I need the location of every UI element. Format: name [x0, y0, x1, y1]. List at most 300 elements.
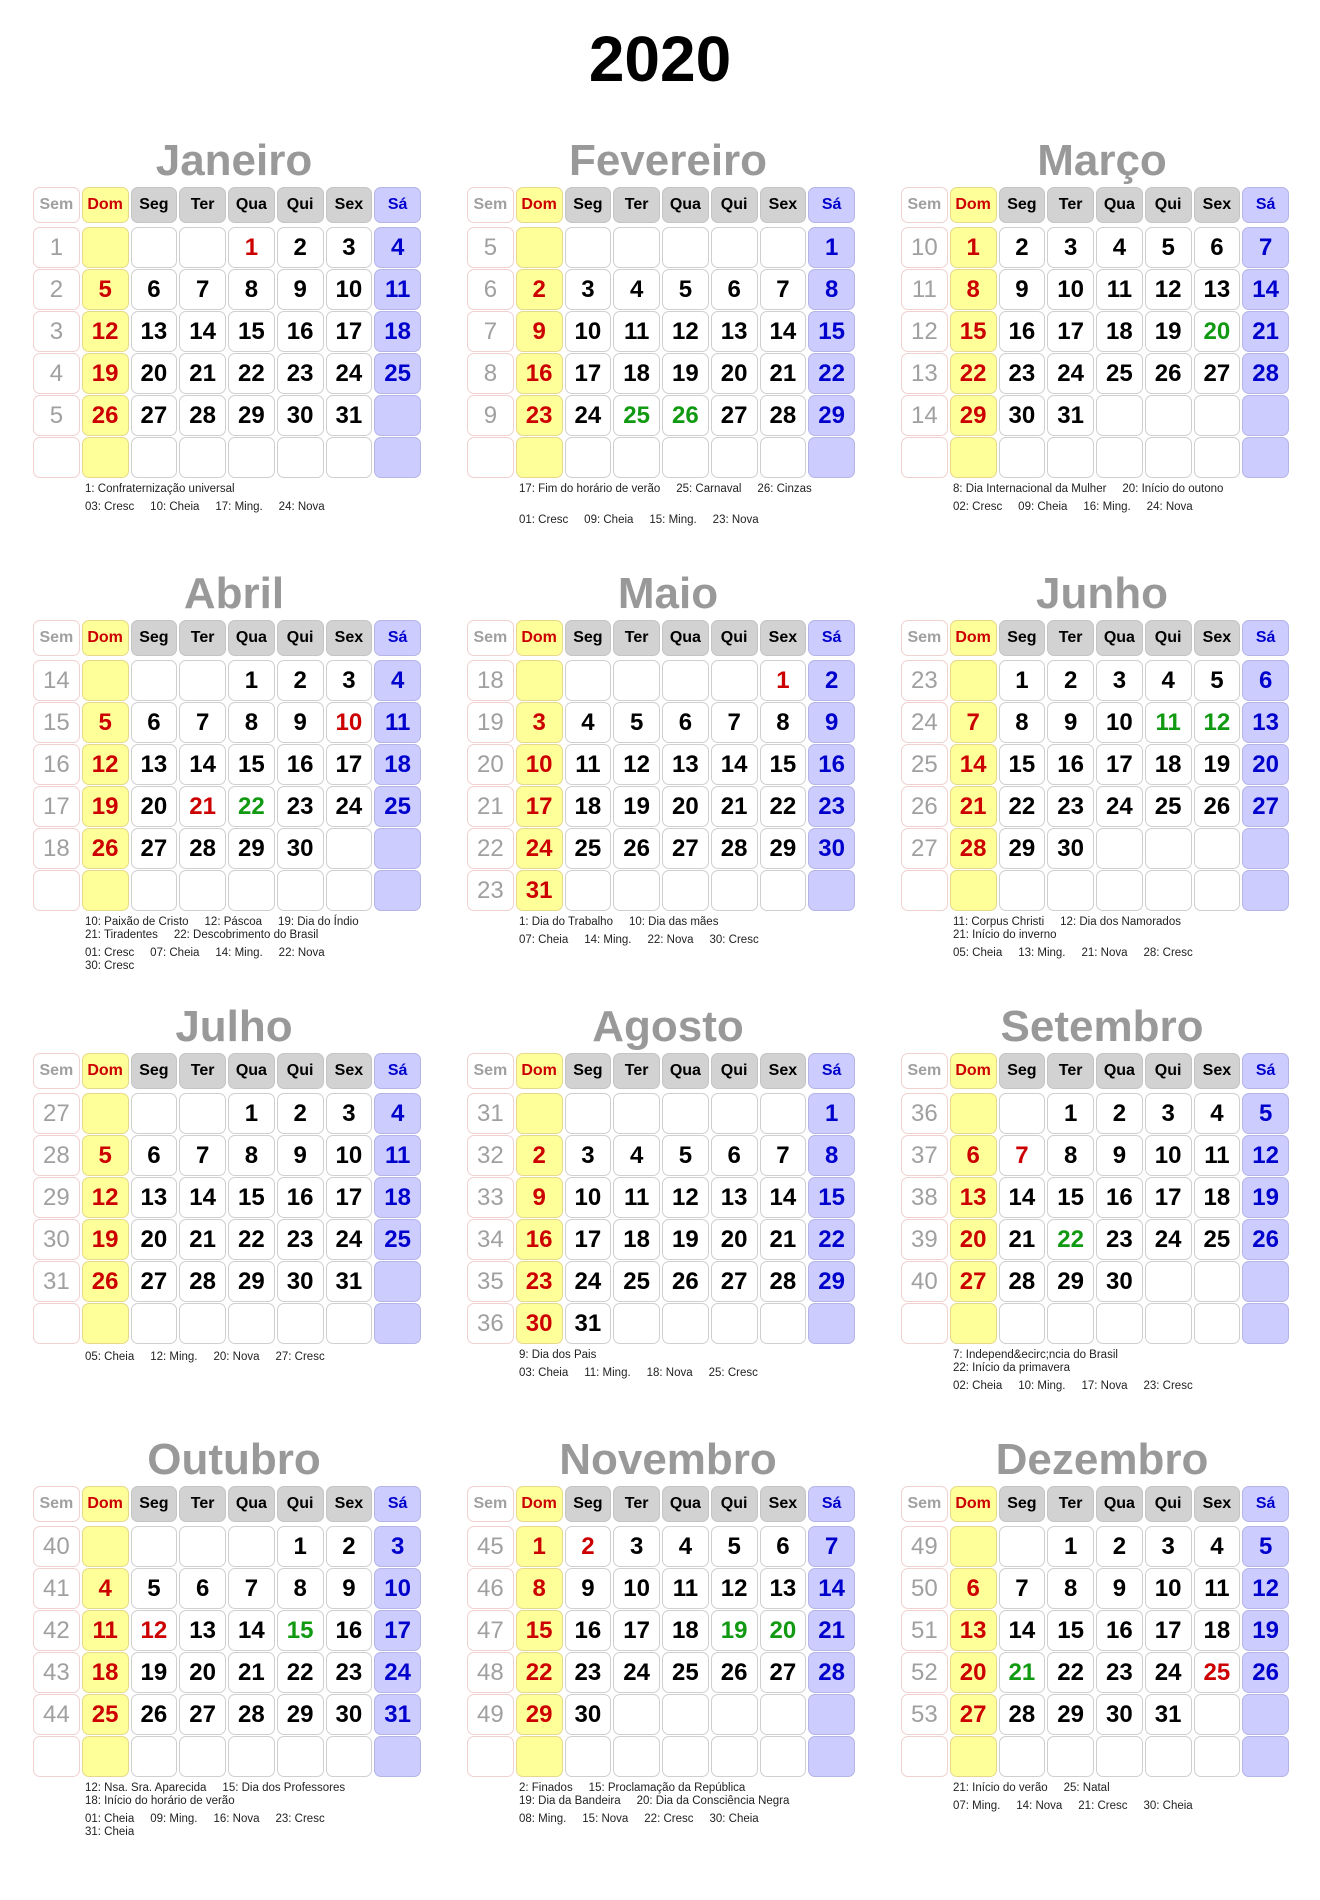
week-number: 6 [467, 269, 514, 310]
weekday-header: Sem [467, 1053, 514, 1089]
week-row [901, 227, 1291, 269]
holiday-note: 2: Finados 15: Proclamação da República [519, 1782, 746, 1794]
day-cell: 14 [1242, 269, 1289, 310]
weekday-header: Qui [1145, 620, 1192, 656]
day-cell: 27 [1194, 353, 1241, 394]
weekday-header: Qui [711, 620, 758, 656]
week-row [33, 828, 423, 870]
weekday-header: Sex [326, 1486, 373, 1522]
week-row [467, 1736, 857, 1778]
day-cell [999, 1526, 1046, 1567]
month-fevereiro [467, 135, 857, 527]
weekday-header-row [33, 187, 423, 227]
weekday-header: Seg [131, 187, 178, 223]
day-cell: 7 [999, 1135, 1046, 1176]
day-cell: 19 [1242, 1177, 1289, 1218]
week-number: 4 [33, 353, 80, 394]
day-cell: 24 [326, 786, 373, 827]
day-cell: 6 [131, 269, 178, 310]
weekday-header: Qui [277, 1053, 324, 1089]
day-cell: 7 [179, 269, 226, 310]
week-row [467, 1219, 857, 1261]
day-cell [516, 1736, 563, 1777]
day-cell [565, 437, 612, 478]
day-cell: 26 [1242, 1219, 1289, 1260]
moon-phases: 01: Cresc 07: Cheia 14: Ming. 22: Nova 30: Cresc [85, 947, 325, 972]
weekday-header: Sá [808, 187, 855, 223]
day-cell: 18 [374, 744, 421, 785]
month-notes [953, 483, 1291, 514]
month-outubro [33, 1434, 423, 1839]
day-cell: 26 [82, 395, 129, 436]
week-number [33, 1303, 80, 1344]
day-cell: 4 [1145, 660, 1192, 701]
day-cell: 14 [950, 744, 997, 785]
month-grid [901, 620, 1291, 912]
week-number: 29 [33, 1177, 80, 1218]
week-number [901, 870, 948, 911]
day-cell [228, 870, 275, 911]
day-cell: 2 [565, 1526, 612, 1567]
holiday-note: 18: Início do horário de verão [85, 1795, 235, 1807]
day-cell: 27 [131, 828, 178, 869]
day-cell: 11 [662, 1568, 709, 1609]
day-cell: 31 [374, 1694, 421, 1735]
week-number: 46 [467, 1568, 514, 1609]
day-cell: 17 [326, 1177, 373, 1218]
weekday-header: Sex [1194, 1053, 1241, 1089]
day-cell: 24 [1096, 786, 1143, 827]
weekday-header: Qui [1145, 1486, 1192, 1522]
weekday-header: Seg [999, 620, 1046, 656]
day-cell: 17 [1096, 744, 1143, 785]
day-cell [662, 227, 709, 268]
day-cell: 26 [613, 828, 660, 869]
day-cell: 12 [711, 1568, 758, 1609]
day-cell [326, 437, 373, 478]
day-cell: 27 [711, 395, 758, 436]
day-cell [131, 1526, 178, 1567]
day-cell [662, 1694, 709, 1735]
day-cell [1194, 828, 1241, 869]
week-row [467, 269, 857, 311]
moon-phases: 01: Cheia 09: Ming. 16: Nova 23: Cresc 31: Cheia [85, 1813, 325, 1838]
week-row [901, 1736, 1291, 1778]
day-cell [808, 437, 855, 478]
day-cell: 27 [950, 1261, 997, 1302]
day-cell: 7 [950, 702, 997, 743]
day-cell: 13 [711, 1177, 758, 1218]
day-cell: 30 [1096, 1261, 1143, 1302]
day-cell [131, 660, 178, 701]
day-cell: 27 [1242, 786, 1289, 827]
day-cell [131, 1303, 178, 1344]
week-row [467, 1261, 857, 1303]
day-cell: 4 [374, 660, 421, 701]
month-notes [519, 1782, 857, 1826]
day-cell [82, 1526, 129, 1567]
day-cell: 28 [760, 1261, 807, 1302]
day-cell: 6 [1194, 227, 1241, 268]
day-cell: 13 [1242, 702, 1289, 743]
month-julho [33, 1001, 423, 1364]
day-cell: 12 [662, 1177, 709, 1218]
day-cell: 15 [228, 311, 275, 352]
day-cell [82, 1093, 129, 1134]
day-cell: 20 [711, 1219, 758, 1260]
weekday-header: Ter [613, 187, 660, 223]
day-cell [613, 1736, 660, 1777]
day-cell: 28 [999, 1694, 1046, 1735]
day-cell: 25 [565, 828, 612, 869]
day-cell: 11 [1096, 269, 1143, 310]
day-cell: 1 [277, 1526, 324, 1567]
holiday-note: 22: Início da primavera [953, 1362, 1070, 1374]
day-cell: 25 [1194, 1652, 1241, 1693]
month-março [901, 135, 1291, 514]
day-cell [179, 1526, 226, 1567]
day-cell: 20 [662, 786, 709, 827]
day-cell: 17 [1145, 1177, 1192, 1218]
day-cell: 16 [808, 744, 855, 785]
day-cell: 5 [82, 269, 129, 310]
week-number: 3 [33, 311, 80, 352]
day-cell: 4 [1194, 1093, 1241, 1134]
day-cell: 1 [228, 660, 275, 701]
day-cell [613, 1303, 660, 1344]
day-cell: 27 [950, 1694, 997, 1735]
day-cell: 30 [277, 395, 324, 436]
day-cell: 15 [1047, 1610, 1094, 1651]
day-cell: 2 [516, 1135, 563, 1176]
weekday-header: Seg [565, 1486, 612, 1522]
week-row [901, 269, 1291, 311]
day-cell [1145, 1261, 1192, 1302]
month-notes [519, 483, 857, 527]
day-cell: 26 [711, 1652, 758, 1693]
week-row [901, 1261, 1291, 1303]
day-cell [950, 1093, 997, 1134]
day-cell: 31 [565, 1303, 612, 1344]
week-number: 35 [467, 1261, 514, 1302]
weekday-header: Dom [516, 1053, 563, 1089]
day-cell: 3 [326, 1093, 373, 1134]
day-cell: 17 [1145, 1610, 1192, 1651]
day-cell: 20 [1242, 744, 1289, 785]
weekday-header: Qua [228, 187, 275, 223]
day-cell [326, 828, 373, 869]
day-cell: 6 [1242, 660, 1289, 701]
day-cell: 30 [1047, 828, 1094, 869]
day-cell [711, 660, 758, 701]
weekday-header-row [467, 187, 857, 227]
day-cell: 19 [711, 1610, 758, 1651]
day-cell: 3 [516, 702, 563, 743]
day-cell [326, 870, 373, 911]
month-notes [519, 916, 857, 947]
day-cell: 6 [662, 702, 709, 743]
day-cell [1047, 437, 1094, 478]
day-cell [950, 1736, 997, 1777]
week-row [33, 1652, 423, 1694]
day-cell: 23 [516, 395, 563, 436]
weekday-header-row [901, 620, 1291, 660]
weekday-header-row [901, 187, 1291, 227]
day-cell [1194, 437, 1241, 478]
weekday-header: Seg [131, 620, 178, 656]
day-cell [808, 1694, 855, 1735]
day-cell [1242, 1261, 1289, 1302]
week-number: 18 [467, 660, 514, 701]
weekday-header: Sex [760, 1486, 807, 1522]
month-grid [901, 187, 1291, 479]
day-cell: 23 [1096, 1652, 1143, 1693]
day-cell: 10 [1145, 1568, 1192, 1609]
day-cell: 21 [1242, 311, 1289, 352]
day-cell: 26 [662, 395, 709, 436]
day-cell: 14 [760, 1177, 807, 1218]
week-number: 5 [33, 395, 80, 436]
week-number: 38 [901, 1177, 948, 1218]
day-cell: 8 [1047, 1135, 1094, 1176]
day-cell: 18 [1145, 744, 1192, 785]
day-cell: 17 [613, 1610, 660, 1651]
day-cell: 6 [760, 1526, 807, 1567]
day-cell: 12 [1194, 702, 1241, 743]
day-cell [326, 1303, 373, 1344]
week-number [901, 437, 948, 478]
week-row [33, 353, 423, 395]
day-cell: 15 [999, 744, 1046, 785]
day-cell: 30 [1096, 1694, 1143, 1735]
week-number: 14 [901, 395, 948, 436]
day-cell: 7 [228, 1568, 275, 1609]
holiday-note: 1: Dia do Trabalho 10: Dia das mães [519, 916, 719, 928]
day-cell [999, 1736, 1046, 1777]
day-cell: 22 [999, 786, 1046, 827]
day-cell: 8 [950, 269, 997, 310]
day-cell: 4 [613, 269, 660, 310]
day-cell [82, 870, 129, 911]
day-cell: 25 [662, 1652, 709, 1693]
week-row [33, 1610, 423, 1652]
day-cell: 2 [1047, 660, 1094, 701]
day-cell: 14 [179, 1177, 226, 1218]
week-row [467, 353, 857, 395]
day-cell: 13 [950, 1177, 997, 1218]
day-cell: 1 [760, 660, 807, 701]
day-cell: 7 [808, 1526, 855, 1567]
weekday-header: Sem [901, 187, 948, 223]
day-cell: 4 [613, 1135, 660, 1176]
month-dezembro [901, 1434, 1291, 1813]
day-cell: 21 [808, 1610, 855, 1651]
weekday-header: Sá [1242, 187, 1289, 223]
day-cell: 11 [613, 1177, 660, 1218]
weekday-header: Ter [1047, 620, 1094, 656]
day-cell: 25 [1096, 353, 1143, 394]
day-cell: 8 [808, 269, 855, 310]
day-cell: 5 [1145, 227, 1192, 268]
day-cell: 22 [808, 1219, 855, 1260]
day-cell: 18 [613, 1219, 660, 1260]
day-cell [179, 1736, 226, 1777]
day-cell: 14 [711, 744, 758, 785]
day-cell: 2 [277, 1093, 324, 1134]
day-cell: 11 [1194, 1135, 1241, 1176]
week-row [33, 1135, 423, 1177]
holiday-note: 11: Corpus Christi 12: Dia dos Namorados [953, 916, 1181, 928]
week-number: 30 [33, 1219, 80, 1260]
day-cell: 5 [1242, 1093, 1289, 1134]
month-notes [953, 1349, 1291, 1393]
day-cell: 28 [179, 828, 226, 869]
month-abril [33, 568, 423, 973]
day-cell: 14 [179, 744, 226, 785]
moon-phases: 02: Cheia 10: Ming. 17: Nova 23: Cresc [953, 1380, 1193, 1392]
day-cell: 2 [277, 660, 324, 701]
weekday-header: Dom [516, 187, 563, 223]
weekday-header-row [901, 1053, 1291, 1093]
moon-phases: 08: Ming. 15: Nova 22: Cresc 30: Cheia [519, 1813, 759, 1825]
day-cell [179, 227, 226, 268]
day-cell: 15 [228, 1177, 275, 1218]
day-cell [950, 1526, 997, 1567]
week-row [901, 1093, 1291, 1135]
day-cell: 22 [516, 1652, 563, 1693]
day-cell: 26 [662, 1261, 709, 1302]
week-number: 34 [467, 1219, 514, 1260]
day-cell: 9 [516, 1177, 563, 1218]
weekday-header: Sá [374, 1053, 421, 1089]
week-number: 9 [467, 395, 514, 436]
weekday-header: Ter [613, 1486, 660, 1522]
day-cell [950, 437, 997, 478]
day-cell [374, 1736, 421, 1777]
weekday-header: Qua [228, 1053, 275, 1089]
day-cell: 9 [516, 311, 563, 352]
day-cell [950, 1303, 997, 1344]
weekday-header: Sem [901, 1486, 948, 1522]
day-cell [1242, 437, 1289, 478]
week-row [901, 1177, 1291, 1219]
month-junho [901, 568, 1291, 960]
week-number: 24 [901, 702, 948, 743]
week-number [33, 1736, 80, 1777]
day-cell: 6 [179, 1568, 226, 1609]
day-cell: 10 [1145, 1135, 1192, 1176]
week-number: 37 [901, 1135, 948, 1176]
weekday-header: Ter [613, 620, 660, 656]
week-number: 39 [901, 1219, 948, 1260]
moon-phases: 03: Cresc 10: Cheia 17: Ming. 24: Nova [85, 501, 325, 513]
day-cell [1047, 1736, 1094, 1777]
month-agosto [467, 1001, 857, 1380]
month-maio [467, 568, 857, 947]
day-cell [1194, 1303, 1241, 1344]
day-cell: 6 [950, 1135, 997, 1176]
week-row [901, 660, 1291, 702]
day-cell: 7 [760, 269, 807, 310]
day-cell: 9 [277, 1135, 324, 1176]
day-cell [1194, 1736, 1241, 1777]
week-number: 27 [901, 828, 948, 869]
weekday-header: Sá [1242, 1486, 1289, 1522]
day-cell: 12 [82, 1177, 129, 1218]
day-cell: 22 [228, 353, 275, 394]
day-cell: 20 [950, 1652, 997, 1693]
week-row [467, 1694, 857, 1736]
day-cell: 7 [1242, 227, 1289, 268]
day-cell: 23 [1096, 1219, 1143, 1260]
day-cell: 31 [516, 870, 563, 911]
holiday-note: 17: Fim do horário de verão 25: Carnaval 26: Cinzas [519, 483, 812, 495]
day-cell [228, 1303, 275, 1344]
month-name: Julho [175, 1002, 293, 1051]
day-cell: 30 [516, 1303, 563, 1344]
day-cell [179, 1303, 226, 1344]
weekday-header-row [901, 1486, 1291, 1526]
week-row [33, 1093, 423, 1135]
day-cell [950, 870, 997, 911]
week-number: 40 [33, 1526, 80, 1567]
day-cell [711, 1694, 758, 1735]
week-number: 25 [901, 744, 948, 785]
day-cell: 29 [760, 828, 807, 869]
week-number: 50 [901, 1568, 948, 1609]
day-cell: 15 [516, 1610, 563, 1651]
holiday-note: 12: Nsa. Sra. Aparecida 15: Dia dos Professores [85, 1782, 346, 1794]
day-cell: 10 [1096, 702, 1143, 743]
day-cell: 26 [131, 1694, 178, 1735]
moon-phases: 05: Cheia 12: Ming. 20: Nova 27: Cresc [85, 1351, 325, 1363]
day-cell: 3 [565, 269, 612, 310]
day-cell: 15 [277, 1610, 324, 1651]
day-cell: 17 [1047, 311, 1094, 352]
day-cell [1194, 395, 1241, 436]
day-cell: 3 [326, 660, 373, 701]
weekday-header: Ter [179, 1053, 226, 1089]
week-number: 48 [467, 1652, 514, 1693]
day-cell [1096, 395, 1143, 436]
day-cell [1096, 1736, 1143, 1777]
weekday-header: Ter [179, 620, 226, 656]
week-number: 12 [901, 311, 948, 352]
week-number: 44 [33, 1694, 80, 1735]
week-row [901, 353, 1291, 395]
day-cell: 4 [374, 227, 421, 268]
day-cell: 4 [374, 1093, 421, 1134]
week-number: 7 [467, 311, 514, 352]
day-cell: 12 [82, 744, 129, 785]
day-cell [999, 870, 1046, 911]
day-cell: 18 [374, 1177, 421, 1218]
day-cell: 6 [131, 702, 178, 743]
day-cell [179, 660, 226, 701]
week-number: 23 [901, 660, 948, 701]
year-title: 2020 [588, 23, 732, 95]
day-cell: 3 [613, 1526, 660, 1567]
week-number: 5 [467, 227, 514, 268]
holiday-note: 21: Tiradentes 22: Descobrimento do Brasil [85, 929, 319, 941]
day-cell [82, 660, 129, 701]
day-cell: 24 [326, 353, 373, 394]
day-cell: 25 [613, 395, 660, 436]
day-cell: 13 [1194, 269, 1241, 310]
day-cell: 30 [326, 1694, 373, 1735]
day-cell: 29 [808, 395, 855, 436]
holiday-note [519, 496, 857, 509]
